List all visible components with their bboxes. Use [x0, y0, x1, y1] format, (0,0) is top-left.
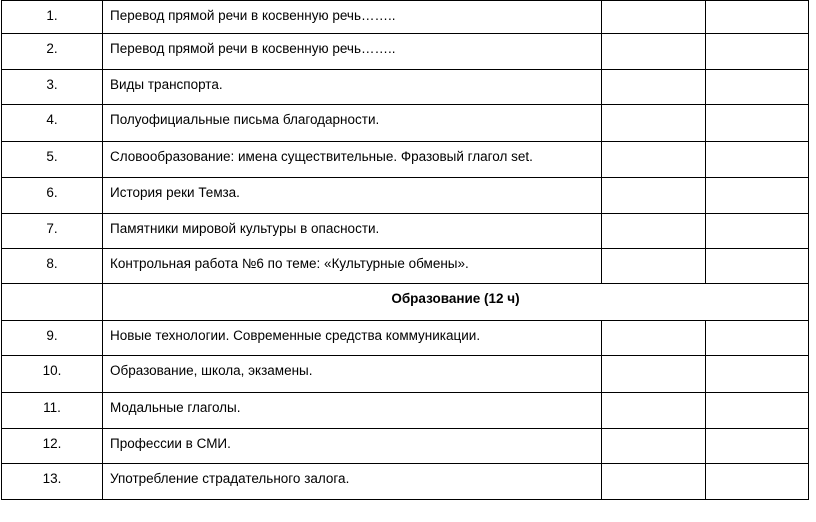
table-row	[2, 429, 809, 464]
table-row	[2, 70, 809, 105]
table-row	[2, 105, 809, 142]
section-title: Образование (12 ч)	[103, 284, 809, 321]
table-row	[2, 214, 809, 249]
table-row	[2, 356, 809, 393]
table-row	[2, 178, 809, 214]
lesson-topic: Перевод прямой речи в косвенную речь……..	[103, 1, 602, 34]
table-row	[2, 1, 809, 34]
empty-cell	[706, 356, 809, 393]
empty-cell	[602, 178, 706, 214]
lesson-topic: Перевод прямой речи в косвенную речь……..	[103, 34, 602, 70]
empty-cell	[706, 70, 809, 105]
lesson-topic: Контрольная работа №6 по теме: «Культурные обмены».	[103, 249, 602, 284]
empty-cell	[706, 34, 809, 70]
empty-cell	[602, 393, 706, 429]
lesson-number: 6.	[2, 178, 103, 214]
empty-cell	[706, 142, 809, 178]
lesson-number: 1.	[2, 1, 103, 34]
empty-cell	[706, 178, 809, 214]
empty-cell	[706, 464, 809, 500]
empty-cell	[602, 1, 706, 34]
lesson-number: 9.	[2, 321, 103, 356]
lesson-number: 5.	[2, 142, 103, 178]
empty-cell	[602, 429, 706, 464]
lesson-topic: Профессии в СМИ.	[103, 429, 602, 464]
lesson-number: 7.	[2, 214, 103, 249]
lesson-topic: Употребление страдательного залога.	[103, 464, 602, 500]
lesson-number: 12.	[2, 429, 103, 464]
lessons-table	[1, 0, 809, 500]
lesson-number: 8.	[2, 249, 103, 284]
lesson-topic: Словообразование: имена существительные. Фразовый глагол set.	[103, 142, 602, 178]
empty-cell	[602, 142, 706, 178]
table-row	[2, 393, 809, 429]
table-row	[2, 249, 809, 284]
empty-cell	[602, 249, 706, 284]
empty-cell	[602, 34, 706, 70]
lesson-topic: Новые технологии. Современные средства коммуникации.	[103, 321, 602, 356]
lesson-topic: Полуофициальные письма благодарности.	[103, 105, 602, 142]
lesson-topic: Памятники мировой культуры в опасности.	[103, 214, 602, 249]
lesson-number: 2.	[2, 34, 103, 70]
lesson-topic: История реки Темза.	[103, 178, 602, 214]
empty-cell	[706, 321, 809, 356]
empty-cell	[602, 70, 706, 105]
empty-cell	[602, 356, 706, 393]
lesson-number: 4.	[2, 105, 103, 142]
lesson-number: 13.	[2, 464, 103, 500]
lesson-number: 11.	[2, 393, 103, 429]
lesson-topic: Модальные глаголы.	[103, 393, 602, 429]
empty-cell	[706, 393, 809, 429]
empty-cell	[602, 321, 706, 356]
section-row	[2, 284, 809, 321]
empty-cell	[602, 214, 706, 249]
lessons-table-body	[2, 1, 809, 500]
empty-cell	[602, 105, 706, 142]
empty-cell	[706, 214, 809, 249]
table-row	[2, 142, 809, 178]
lesson-topic: Образование, школа, экзамены.	[103, 356, 602, 393]
empty-cell	[602, 464, 706, 500]
section-blank-cell	[2, 284, 103, 321]
lesson-number: 3.	[2, 70, 103, 105]
empty-cell	[706, 429, 809, 464]
lesson-topic: Виды транспорта.	[103, 70, 602, 105]
lesson-number: 10.	[2, 356, 103, 393]
table-row	[2, 464, 809, 500]
table-row	[2, 34, 809, 70]
empty-cell	[706, 1, 809, 34]
empty-cell	[706, 249, 809, 284]
table-row	[2, 321, 809, 356]
empty-cell	[706, 105, 809, 142]
